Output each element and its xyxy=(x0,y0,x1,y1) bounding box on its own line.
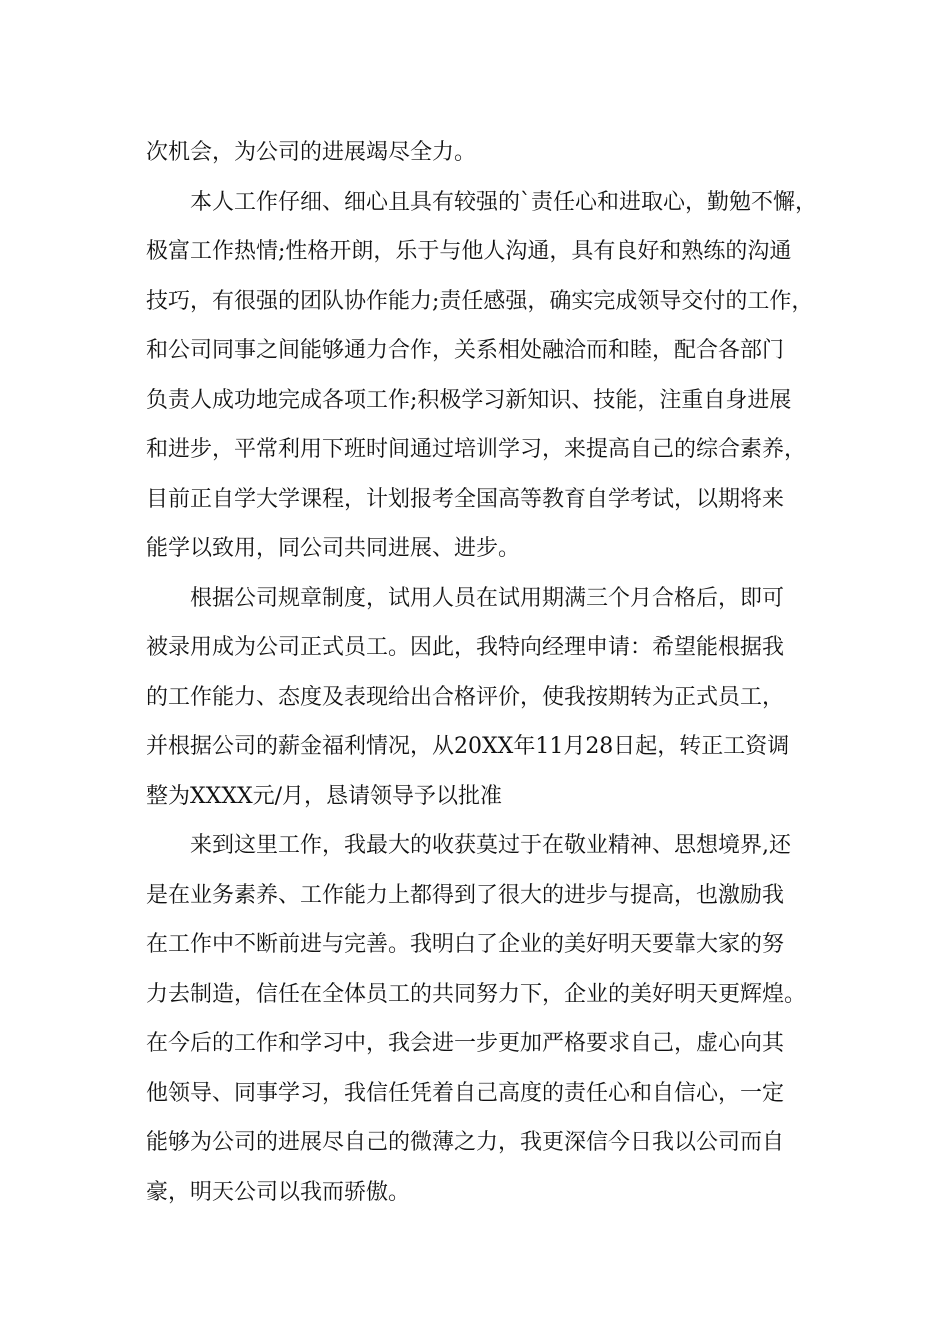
text-line: 极富工作热情;性格开朗，乐于与他人沟通，具有良好和熟练的沟通 xyxy=(146,239,792,264)
text-line: 在今后的工作和学习中，我会进一步更加严格要求自己，虚心向其 xyxy=(146,1031,785,1056)
paragraph xyxy=(146,821,836,1217)
text-line: 根据公司规章制度，试用人员在试用期满三个月合格后，即可 xyxy=(190,585,785,611)
text-line: 能学以致用，同公司共同进展、进步。 xyxy=(146,536,521,561)
text-line: 是在业务素养、工作能力上都得到了很大的进步与提高，也激励我 xyxy=(146,882,785,908)
text-line: 他领导、同事学习，我信任凭着自己高度的责任心和自信心，一定 xyxy=(146,1080,785,1106)
text-line: 和进步，平常利用下班时间通过培训学习，来提高自己的综合素养， xyxy=(146,437,807,462)
paragraph xyxy=(146,128,836,178)
text-line: 来到这里工作，我最大的收获莫过于在敬业精神、思想境界,还 xyxy=(190,833,791,858)
text-line: 能够为公司的进展尽自己的微薄之力，我更深信今日我以公司而自 xyxy=(146,1130,785,1155)
text-line: 在工作中不断前进与完善。我明白了企业的美好明天要靠大家的努 xyxy=(146,932,785,957)
text-line: 并根据公司的薪金福利情况，从20XX年11月28日起，转正工资调 xyxy=(146,734,790,759)
document-body xyxy=(146,128,836,1217)
text-line: 的工作能力、态度及表现给出合格评价，使我按期转为正式员工， xyxy=(146,684,785,710)
paragraph xyxy=(146,574,836,822)
text-line: 和公司同事之间能够通力合作，关系相处融洽而和睦，配合各部门 xyxy=(146,338,785,363)
text-line: 整为XXXX元/月，恳请领导予以批准 xyxy=(146,783,503,809)
text-line: 被录用成为公司正式员工。因此，我特向经理申请：希望能根据我 xyxy=(146,635,785,660)
text-line: 豪，明天公司以我而骄傲。 xyxy=(146,1179,411,1205)
paragraph xyxy=(146,178,836,574)
text-line: 力去制造，信任在全体员工的共同努力下，企业的美好明天更辉煌。 xyxy=(146,981,807,1007)
text-line: 技巧，有很强的团队协作能力;责任感强，确实完成领导交付的工作， xyxy=(146,288,814,314)
text-line: 负责人成功地完成各项工作;积极学习新知识、技能，注重自身进展 xyxy=(146,387,792,413)
text-line: 本人工作仔细、细心且具有较强的`责任心和进取心，勤勉不懈， xyxy=(190,189,818,215)
text-line: 目前正自学大学课程，计划报考全国高等教育自学考试，以期将来 xyxy=(146,486,785,512)
text-line: 次机会，为公司的进展竭尽全力。 xyxy=(146,140,477,165)
